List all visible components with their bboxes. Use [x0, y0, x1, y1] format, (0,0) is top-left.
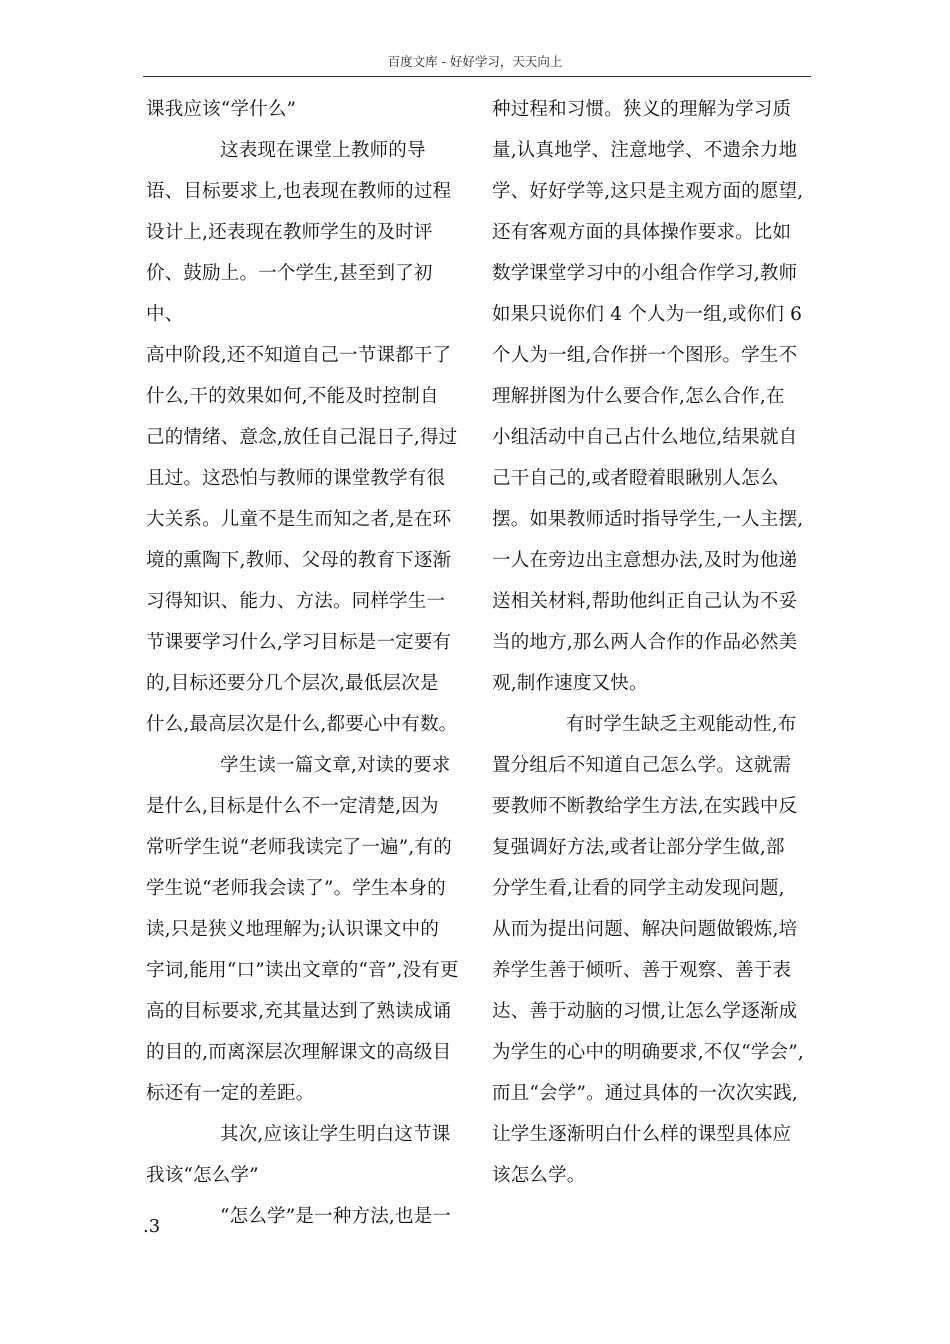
text-line: 高的目标要求,充其量达到了熟读成诵	[146, 1001, 452, 1022]
text-line: 摆。如果教师适时指导学生,一人主摆,	[492, 509, 804, 530]
text-line: 数学课堂学习中的小组合作学习,教师	[492, 263, 798, 284]
text-line: 为学生的心中的明确要求,不仅“学会”,	[492, 1042, 804, 1063]
text-line: 设计上,还表现在教师学生的及时评	[146, 222, 433, 243]
text-line: 语、目标要求上,也表现在教师的过程	[146, 181, 452, 202]
text-line: 习得知识、能力、方法。同样学生一	[146, 591, 446, 612]
text-line: 己干自己的,或者瞪着眼瞅别人怎么	[492, 468, 779, 489]
text-line: 且过。这恐怕与教师的课堂教学有很	[146, 468, 446, 489]
text-line: 小组活动中自己占什么地位,结果就自	[492, 427, 798, 448]
text-line: 什么,最高层次是什么,都要心中有数。	[146, 714, 458, 735]
text-line: 这表现在课堂上教师的导	[220, 140, 426, 161]
text-line: 该怎么学。	[492, 1165, 586, 1186]
text-line: 课我应该“学什么”	[146, 99, 297, 120]
text-line: 大关系。儿童不是生而知之者,是在环	[146, 509, 452, 530]
text-line: 而且“会学”。通过具体的一次次实践,	[492, 1083, 798, 1104]
text-line: 其次,应该让学生明白这节课	[220, 1124, 451, 1145]
text-line: 的目的,而离深层次理解课文的高级目	[146, 1042, 452, 1063]
text-line: 置分组后不知道自己怎么学。这就需	[492, 755, 792, 776]
text-line: 养学生善于倾听、善于观察、善于表	[492, 960, 792, 981]
text-line: 常听学生说“老师我读完了一遍”,有的	[146, 837, 452, 858]
text-line: 有时学生缺乏主观能动性,布	[566, 714, 797, 735]
page-number: .3	[143, 1216, 161, 1237]
text-line: 复强调好方法,或者让部分学生做,部	[492, 837, 785, 858]
text-line: 量,认真地学、注意地学、不遗余力地	[492, 140, 798, 161]
text-line: 我该“怎么学”	[146, 1165, 259, 1186]
text-line: 标还有一定的差距。	[146, 1083, 315, 1104]
text-line: 要教师不断教给学生方法,在实践中反	[492, 796, 798, 817]
text-line: 是什么,目标是什么不一定清楚,因为	[146, 796, 439, 817]
text-line: 一人在旁边出主意想办法,及时为他递	[492, 550, 798, 571]
text-line: 观,制作速度又快。	[492, 673, 648, 694]
text-line: 价、鼓励上。一个学生,甚至到了初中、	[146, 263, 433, 325]
text-line: 个人为一组,合作拼一个图形。学生不	[492, 345, 798, 366]
text-line: 字词,能用“口”读出文章的“音”,没有更	[146, 960, 459, 981]
text-line: 学、好好学等,这只是主观方面的愿望,	[492, 181, 804, 202]
text-line: 的,目标还要分几个层次,最低层次是	[146, 673, 439, 694]
text-line: 什么,干的效果如何,不能及时控制自	[146, 386, 439, 407]
text-line: 如果只说你们 4 个人为一组,或你们 6	[492, 304, 803, 325]
text-line: 还有客观方面的具体操作要求。比如	[492, 222, 792, 243]
text-line: 当的地方,那么两人合作的作品必然美	[492, 632, 798, 653]
text-line: 学生读一篇文章,对读的要求	[220, 755, 451, 776]
text-line: 送相关材料,帮助他纠正自己认为不妥	[492, 591, 798, 612]
text-line: 高中阶段,还不知道自己一节课都干了	[146, 345, 452, 366]
text-line: 节课要学习什么,学习目标是一定要有	[146, 632, 452, 653]
left-text-column	[146, 89, 464, 1237]
text-line: 从而为提出问题、解决问题做锻炼,培	[492, 919, 798, 940]
text-line: 读,只是狭义地理解为;认识课文中的	[146, 919, 440, 940]
text-line: 种过程和习惯。狭义的理解为学习质	[492, 99, 792, 120]
page-header: 百度文库 - 好好学习，天天向上	[387, 54, 563, 69]
text-line: 己的情绪、意念,放任自己混日子,得过	[146, 427, 458, 448]
text-line: 境的熏陶下,教师、父母的教育下逐渐	[146, 550, 452, 571]
text-line: 学生说“老师我会读了”。学生本身的	[146, 878, 446, 899]
text-line: 理解拼图为什么要合作,怎么合作,在	[492, 386, 785, 407]
header-divider	[143, 76, 811, 77]
text-line: 达、善于动脑的习惯,让怎么学逐渐成	[492, 1001, 798, 1022]
text-line: 分学生看,让看的同学主动发现问题,	[492, 878, 785, 899]
text-line: “怎么学”是一种方法,也是一	[220, 1206, 452, 1227]
right-text-column	[492, 89, 810, 1196]
text-line: 让学生逐渐明白什么样的课型具体应	[492, 1124, 792, 1145]
